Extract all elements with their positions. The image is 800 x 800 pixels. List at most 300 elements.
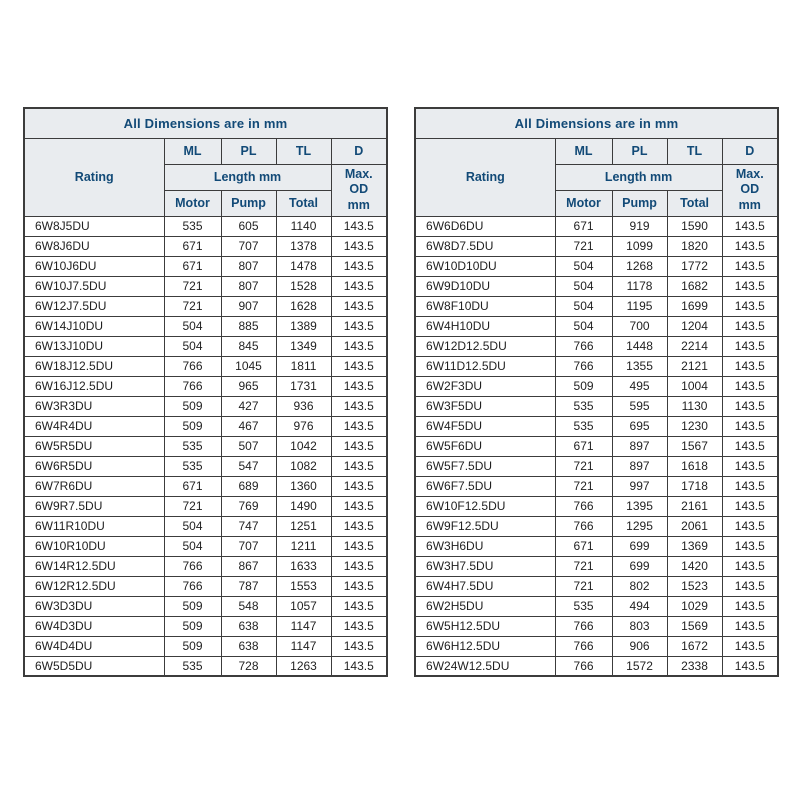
rating-cell: 6W14J10DU xyxy=(24,316,164,336)
rating-cell: 6W3H6DU xyxy=(415,536,555,556)
value-cell: 787 xyxy=(221,576,276,596)
table-row xyxy=(415,216,778,236)
value-cell: 143.5 xyxy=(722,216,778,236)
table-row xyxy=(24,656,387,676)
value-cell: 671 xyxy=(164,476,221,496)
value-cell: 1718 xyxy=(667,476,722,496)
rating-cell: 6W6H12.5DU xyxy=(415,636,555,656)
value-cell: 766 xyxy=(555,636,612,656)
value-cell: 695 xyxy=(612,416,667,436)
value-cell: 143.5 xyxy=(722,576,778,596)
value-cell: 427 xyxy=(221,396,276,416)
value-cell: 1389 xyxy=(276,316,331,336)
table-row xyxy=(24,516,387,536)
value-cell: 885 xyxy=(221,316,276,336)
value-cell: 936 xyxy=(276,396,331,416)
rating-cell: 6W7R6DU xyxy=(24,476,164,496)
value-cell: 766 xyxy=(555,516,612,536)
value-cell: 1478 xyxy=(276,256,331,276)
value-cell: 1042 xyxy=(276,436,331,456)
value-cell: 638 xyxy=(221,616,276,636)
value-cell: 143.5 xyxy=(722,656,778,676)
rating-cell: 6W5F6DU xyxy=(415,436,555,456)
value-cell: 535 xyxy=(164,656,221,676)
value-cell: 143.5 xyxy=(331,416,387,436)
value-cell: 143.5 xyxy=(331,356,387,376)
rating-cell: 6W9F12.5DU xyxy=(415,516,555,536)
rating-cell: 6W12D12.5DU xyxy=(415,336,555,356)
table-title: All Dimensions are in mm xyxy=(24,108,387,138)
value-cell: 143.5 xyxy=(722,636,778,656)
rating-cell: 6W10F12.5DU xyxy=(415,496,555,516)
value-cell: 1490 xyxy=(276,496,331,516)
value-cell: 1204 xyxy=(667,316,722,336)
value-cell: 1820 xyxy=(667,236,722,256)
table-row xyxy=(415,476,778,496)
value-cell: 1553 xyxy=(276,576,331,596)
value-cell: 766 xyxy=(555,656,612,676)
rating-cell: 6W6R5DU xyxy=(24,456,164,476)
value-cell: 1772 xyxy=(667,256,722,276)
value-cell: 143.5 xyxy=(722,396,778,416)
rating-cell: 6W2F3DU xyxy=(415,376,555,396)
table-row xyxy=(24,436,387,456)
value-cell: 1633 xyxy=(276,556,331,576)
value-cell: 509 xyxy=(164,396,221,416)
table-body-right xyxy=(415,216,778,676)
value-cell: 143.5 xyxy=(331,236,387,256)
rating-cell: 6W5D5DU xyxy=(24,656,164,676)
table-row xyxy=(24,276,387,296)
value-cell: 547 xyxy=(221,456,276,476)
value-cell: 2338 xyxy=(667,656,722,676)
table-header-right xyxy=(415,108,778,216)
value-cell: 504 xyxy=(164,536,221,556)
value-cell: 1369 xyxy=(667,536,722,556)
value-cell: 1195 xyxy=(612,296,667,316)
value-cell: 504 xyxy=(555,296,612,316)
table-row xyxy=(415,236,778,256)
d-column-header: D xyxy=(722,138,778,164)
value-cell: 2161 xyxy=(667,496,722,516)
rating-cell: 6W8J5DU xyxy=(24,216,164,236)
table-row xyxy=(24,236,387,256)
rating-cell: 6W3H7.5DU xyxy=(415,556,555,576)
table-row xyxy=(24,476,387,496)
rating-cell: 6W8D7.5DU xyxy=(415,236,555,256)
value-cell: 143.5 xyxy=(722,536,778,556)
value-cell: 2061 xyxy=(667,516,722,536)
value-cell: 143.5 xyxy=(331,616,387,636)
value-cell: 1628 xyxy=(276,296,331,316)
total-column-header: Total xyxy=(667,190,722,216)
value-cell: 671 xyxy=(164,256,221,276)
rating-cell: 6W11D12.5DU xyxy=(415,356,555,376)
value-cell: 1360 xyxy=(276,476,331,496)
table-row xyxy=(24,596,387,616)
value-cell: 721 xyxy=(555,556,612,576)
value-cell: 766 xyxy=(164,356,221,376)
value-cell: 504 xyxy=(555,276,612,296)
value-cell: 143.5 xyxy=(331,396,387,416)
value-cell: 143.5 xyxy=(331,576,387,596)
d-column-header: D xyxy=(331,138,387,164)
value-cell: 728 xyxy=(221,656,276,676)
pl-column-header: PL xyxy=(612,138,667,164)
table-row xyxy=(24,536,387,556)
value-cell: 1082 xyxy=(276,456,331,476)
rating-cell: 6W18J12.5DU xyxy=(24,356,164,376)
table-row xyxy=(415,616,778,636)
value-cell: 509 xyxy=(555,376,612,396)
value-cell: 1590 xyxy=(667,216,722,236)
value-cell: 1211 xyxy=(276,536,331,556)
table-row xyxy=(415,496,778,516)
rating-cell: 6W4F5DU xyxy=(415,416,555,436)
value-cell: 143.5 xyxy=(722,496,778,516)
value-cell: 595 xyxy=(612,396,667,416)
rating-cell: 6W11R10DU xyxy=(24,516,164,536)
motor-column-header: Motor xyxy=(555,190,612,216)
value-cell: 509 xyxy=(164,636,221,656)
value-cell: 803 xyxy=(612,616,667,636)
value-cell: 143.5 xyxy=(331,376,387,396)
table-row xyxy=(415,396,778,416)
value-cell: 747 xyxy=(221,516,276,536)
title-row xyxy=(24,108,387,138)
table-row xyxy=(24,616,387,636)
table-row xyxy=(415,336,778,356)
rating-cell: 6W12R12.5DU xyxy=(24,576,164,596)
rating-cell: 6W10J7.5DU xyxy=(24,276,164,296)
table-row xyxy=(24,316,387,336)
value-cell: 906 xyxy=(612,636,667,656)
value-cell: 143.5 xyxy=(722,296,778,316)
value-cell: 143.5 xyxy=(331,256,387,276)
table-header-left xyxy=(24,108,387,216)
pump-column-header: Pump xyxy=(221,190,276,216)
value-cell: 509 xyxy=(164,416,221,436)
table-row xyxy=(415,656,778,676)
value-cell: 504 xyxy=(164,336,221,356)
table-title: All Dimensions are in mm xyxy=(415,108,778,138)
value-cell: 699 xyxy=(612,536,667,556)
rating-cell: 6W6D6DU xyxy=(415,216,555,236)
value-cell: 1378 xyxy=(276,236,331,256)
rating-cell: 6W16J12.5DU xyxy=(24,376,164,396)
value-cell: 143.5 xyxy=(331,316,387,336)
rating-cell: 6W10D10DU xyxy=(415,256,555,276)
length-mm-header: Length mm xyxy=(164,164,331,190)
table-row xyxy=(415,596,778,616)
value-cell: 1618 xyxy=(667,456,722,476)
table-row xyxy=(24,336,387,356)
value-cell: 1057 xyxy=(276,596,331,616)
value-cell: 766 xyxy=(164,376,221,396)
value-cell: 721 xyxy=(555,576,612,596)
value-cell: 802 xyxy=(612,576,667,596)
table-row xyxy=(415,376,778,396)
value-cell: 1147 xyxy=(276,616,331,636)
value-cell: 671 xyxy=(164,236,221,256)
value-cell: 965 xyxy=(221,376,276,396)
value-cell: 1569 xyxy=(667,616,722,636)
rating-cell: 6W3D3DU xyxy=(24,596,164,616)
length-mm-header: Length mm xyxy=(555,164,722,190)
value-cell: 535 xyxy=(555,596,612,616)
max-od-header xyxy=(331,164,387,216)
max-od-line-3: mm xyxy=(738,197,761,212)
table-row xyxy=(415,556,778,576)
table-row xyxy=(415,296,778,316)
value-cell: 143.5 xyxy=(722,256,778,276)
value-cell: 143.5 xyxy=(331,556,387,576)
table-row xyxy=(415,516,778,536)
rating-cell: 6W8J6DU xyxy=(24,236,164,256)
rating-cell: 6W9R7.5DU xyxy=(24,496,164,516)
rating-column-header: Rating xyxy=(415,138,555,216)
rating-column-header: Rating xyxy=(24,138,164,216)
table-row xyxy=(415,436,778,456)
table-row xyxy=(24,496,387,516)
value-cell: 867 xyxy=(221,556,276,576)
rating-cell: 6W10R10DU xyxy=(24,536,164,556)
value-cell: 143.5 xyxy=(722,596,778,616)
value-cell: 907 xyxy=(221,296,276,316)
value-cell: 766 xyxy=(555,336,612,356)
value-cell: 1295 xyxy=(612,516,667,536)
ml-column-header: ML xyxy=(555,138,612,164)
value-cell: 1251 xyxy=(276,516,331,536)
value-cell: 143.5 xyxy=(331,636,387,656)
max-od-line-2: OD xyxy=(740,182,760,197)
rating-cell: 6W9D10DU xyxy=(415,276,555,296)
value-cell: 1230 xyxy=(667,416,722,436)
value-cell: 1448 xyxy=(612,336,667,356)
value-cell: 807 xyxy=(221,256,276,276)
value-cell: 143.5 xyxy=(722,416,778,436)
value-cell: 1004 xyxy=(667,376,722,396)
value-cell: 1682 xyxy=(667,276,722,296)
value-cell: 897 xyxy=(612,436,667,456)
rating-cell: 6W4D3DU xyxy=(24,616,164,636)
value-cell: 1731 xyxy=(276,376,331,396)
value-cell: 535 xyxy=(555,416,612,436)
value-cell: 1349 xyxy=(276,336,331,356)
table-row xyxy=(24,396,387,416)
value-cell: 721 xyxy=(555,476,612,496)
rating-cell: 6W5F7.5DU xyxy=(415,456,555,476)
max-od-line-1: Max. xyxy=(735,166,764,181)
table-row xyxy=(415,356,778,376)
table-row xyxy=(415,276,778,296)
abbr-header-row xyxy=(415,138,778,164)
value-cell: 1420 xyxy=(667,556,722,576)
value-cell: 143.5 xyxy=(331,496,387,516)
value-cell: 143.5 xyxy=(331,596,387,616)
value-cell: 1099 xyxy=(612,236,667,256)
value-cell: 807 xyxy=(221,276,276,296)
value-cell: 143.5 xyxy=(722,616,778,636)
abbr-header-row xyxy=(24,138,387,164)
value-cell: 671 xyxy=(555,216,612,236)
rating-cell: 6W6F7.5DU xyxy=(415,476,555,496)
value-cell: 143.5 xyxy=(331,336,387,356)
table-row xyxy=(24,576,387,596)
value-cell: 689 xyxy=(221,476,276,496)
value-cell: 504 xyxy=(164,516,221,536)
value-cell: 721 xyxy=(164,296,221,316)
value-cell: 766 xyxy=(555,356,612,376)
value-cell: 143.5 xyxy=(331,216,387,236)
value-cell: 143.5 xyxy=(722,516,778,536)
value-cell: 1528 xyxy=(276,276,331,296)
value-cell: 671 xyxy=(555,436,612,456)
value-cell: 766 xyxy=(555,496,612,516)
value-cell: 1523 xyxy=(667,576,722,596)
tl-column-header: TL xyxy=(276,138,331,164)
rating-cell: 6W14R12.5DU xyxy=(24,556,164,576)
rating-cell: 6W4R4DU xyxy=(24,416,164,436)
value-cell: 897 xyxy=(612,456,667,476)
max-od-line-3: mm xyxy=(347,197,370,212)
value-cell: 509 xyxy=(164,596,221,616)
rating-cell: 6W4D4DU xyxy=(24,636,164,656)
max-od-line-1: Max. xyxy=(344,166,373,181)
value-cell: 766 xyxy=(164,576,221,596)
value-cell: 766 xyxy=(555,616,612,636)
value-cell: 1130 xyxy=(667,396,722,416)
value-cell: 1029 xyxy=(667,596,722,616)
value-cell: 1699 xyxy=(667,296,722,316)
rating-cell: 6W3F5DU xyxy=(415,396,555,416)
value-cell: 143.5 xyxy=(722,376,778,396)
rating-cell: 6W5H12.5DU xyxy=(415,616,555,636)
value-cell: 1672 xyxy=(667,636,722,656)
table-row xyxy=(415,456,778,476)
value-cell: 507 xyxy=(221,436,276,456)
value-cell: 976 xyxy=(276,416,331,436)
value-cell: 548 xyxy=(221,596,276,616)
value-cell: 143.5 xyxy=(722,336,778,356)
value-cell: 1572 xyxy=(612,656,667,676)
rating-cell: 6W8F10DU xyxy=(415,296,555,316)
value-cell: 509 xyxy=(164,616,221,636)
value-cell: 143.5 xyxy=(331,656,387,676)
table-row xyxy=(24,296,387,316)
value-cell: 2121 xyxy=(667,356,722,376)
value-cell: 143.5 xyxy=(331,436,387,456)
value-cell: 769 xyxy=(221,496,276,516)
table-row xyxy=(415,636,778,656)
table-row xyxy=(24,216,387,236)
value-cell: 1147 xyxy=(276,636,331,656)
value-cell: 504 xyxy=(164,316,221,336)
value-cell: 700 xyxy=(612,316,667,336)
value-cell: 997 xyxy=(612,476,667,496)
pump-column-header: Pump xyxy=(612,190,667,216)
value-cell: 605 xyxy=(221,216,276,236)
table-row xyxy=(415,576,778,596)
rating-cell: 6W5R5DU xyxy=(24,436,164,456)
value-cell: 766 xyxy=(164,556,221,576)
value-cell: 495 xyxy=(612,376,667,396)
value-cell: 504 xyxy=(555,316,612,336)
rating-cell: 6W10J6DU xyxy=(24,256,164,276)
value-cell: 143.5 xyxy=(331,456,387,476)
value-cell: 1811 xyxy=(276,356,331,376)
value-cell: 1178 xyxy=(612,276,667,296)
value-cell: 535 xyxy=(164,436,221,456)
value-cell: 535 xyxy=(164,216,221,236)
value-cell: 638 xyxy=(221,636,276,656)
tl-column-header: TL xyxy=(667,138,722,164)
value-cell: 671 xyxy=(555,536,612,556)
value-cell: 845 xyxy=(221,336,276,356)
table-row xyxy=(415,536,778,556)
rating-cell: 6W24W12.5DU xyxy=(415,656,555,676)
table-row xyxy=(24,556,387,576)
table-row xyxy=(24,256,387,276)
dimensions-table-right xyxy=(414,107,779,677)
value-cell: 143.5 xyxy=(722,276,778,296)
value-cell: 143.5 xyxy=(722,236,778,256)
ml-column-header: ML xyxy=(164,138,221,164)
value-cell: 143.5 xyxy=(331,296,387,316)
rating-cell: 6W3R3DU xyxy=(24,396,164,416)
value-cell: 143.5 xyxy=(722,436,778,456)
value-cell: 143.5 xyxy=(331,516,387,536)
value-cell: 143.5 xyxy=(722,456,778,476)
value-cell: 1355 xyxy=(612,356,667,376)
rating-cell: 6W13J10DU xyxy=(24,336,164,356)
rating-cell: 6W4H7.5DU xyxy=(415,576,555,596)
rating-cell: 6W12J7.5DU xyxy=(24,296,164,316)
value-cell: 143.5 xyxy=(331,476,387,496)
value-cell: 143.5 xyxy=(722,356,778,376)
dimensions-table-left xyxy=(23,107,388,677)
value-cell: 2214 xyxy=(667,336,722,356)
value-cell: 1263 xyxy=(276,656,331,676)
max-od-line-2: OD xyxy=(349,182,369,197)
value-cell: 721 xyxy=(555,236,612,256)
value-cell: 699 xyxy=(612,556,667,576)
total-column-header: Total xyxy=(276,190,331,216)
table-row xyxy=(415,256,778,276)
value-cell: 721 xyxy=(164,276,221,296)
value-cell: 1395 xyxy=(612,496,667,516)
table-row xyxy=(24,456,387,476)
value-cell: 1567 xyxy=(667,436,722,456)
table-row xyxy=(24,376,387,396)
value-cell: 494 xyxy=(612,596,667,616)
value-cell: 721 xyxy=(555,456,612,476)
rating-cell: 6W2H5DU xyxy=(415,596,555,616)
table-row xyxy=(415,416,778,436)
table-row xyxy=(24,636,387,656)
table-row xyxy=(24,416,387,436)
value-cell: 143.5 xyxy=(722,476,778,496)
value-cell: 143.5 xyxy=(722,556,778,576)
value-cell: 1045 xyxy=(221,356,276,376)
table-row xyxy=(415,316,778,336)
table-body-left xyxy=(24,216,387,676)
title-row xyxy=(415,108,778,138)
value-cell: 143.5 xyxy=(331,536,387,556)
value-cell: 1140 xyxy=(276,216,331,236)
value-cell: 535 xyxy=(555,396,612,416)
value-cell: 143.5 xyxy=(722,316,778,336)
